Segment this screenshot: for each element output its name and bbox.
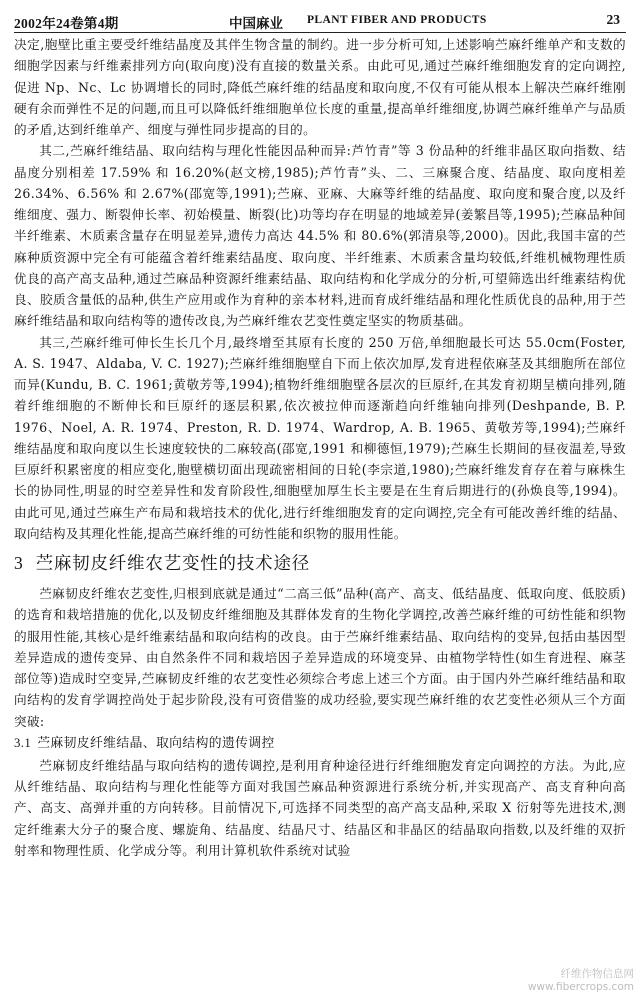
watermark xyxy=(528,968,634,994)
paragraph-third: 其三,苎麻纤维可伸长生长几个月,最终增至其原有长度的 250 万倍,单细胞最长可达 55.0cm(Foster, A. S. 1947、Aldaba, V. C. 1927);苎麻纤维细胞壁自下而上依次加厚,发育进程依麻茎及其细胞所在部位而异(Kundu, B. C. 1961;黄敬芳等,1994);植物纤维细胞壁各层次的巨原纤,在其发育初期呈横向排列,随着纤维细胞的不断伸长和巨原纤的逐层积累,依次被拉伸而逐渐趋向纤维轴向排列(Deshpande, B. P. 1976、Noel, A. R. 1974、Preston, R. D. 1974、Wardrop, A. B. 1965、黄敬芳等,1994);苎麻纤维结晶度和取向度以生长速度较快的二麻较高(邵宽,1991 和柳德恒,1979);苎麻生长期间的昼夜温差,导致巨原纤积累密度的相应变化,胞壁横切面出现疏密相间的日轮(李宗道,1980);苎麻纤维发育存在着与麻株生长的协同性,明显的时空差异性和发育阶段性,细胞壁加厚生长主要是在生育后期进行的(孙焕良等,1994)。由此可见,通过苎麻生产布局和栽培技术的优化,进行纤维细胞发育的定向调控,完全有可能改善纤维的结晶、取向结构及其理化性能,提高苎麻纤维的可纺性能和织物的服用性能。 xyxy=(14,334,626,541)
subsection-number: 3.1 xyxy=(14,735,32,750)
section-3-heading xyxy=(14,550,626,577)
volume-issue: 2002年24卷第4期 xyxy=(14,16,119,31)
section-title: 苎麻韧皮纤维农艺变性的技术途径 xyxy=(35,554,311,574)
watermark-line-2: www.fibercrops.com xyxy=(527,981,634,993)
paragraph-continued: 决定,胞壁比重主要受纤维结晶度及其伴生物含量的制约。进一步分析可知,上述影响苎麻纤维单产和支数的细胞学因素与纤维素排列方向(取向度)没有直接的数量关系。由此可见,通过苎麻纤维细胞发育的定向调控,促进 Np、Nc、Lc 协调增长的同时,降低苎麻纤维的结晶度和取向度,不仅有可能从根本上解决苎麻纤维刚硬有余而弹性不足的问题,而且可以降低纤维细胞单位长度的重量,提高单纤维细度,协调苎麻纤维单产与品质的矛盾,达到纤维单产、细度与弹性同步提高的目的。 xyxy=(14,37,626,137)
journal-name-en: PLANT FIBER AND PRODUCTS xyxy=(307,14,487,26)
section-3-paragraph: 苎麻韧皮纤维农艺变性,归根到底就是通过“二高三低”品种(高产、高支、低结晶度、低取向度、低胶质)的选育和栽培措施的优化,以及韧皮纤维细胞及其群体发育的生物化学调控,改善苎麻纤维的可纺性能和织物的服用性能,其核心是纤维素结晶和取向结构的改良。由于苎麻纤维素结晶、取向结构的变异,包括由基因型差异造成的遗传变异、由自然条件不同和栽培因子差异造成的环境变异、由植物学特性(如生育进程、麻茎部位等)造成时空变异,苎麻韧皮纤维的农艺变性必须综合考虑上述三个方面。由于国内外苎麻纤维结晶和取向结构的发育学调控尚处于起步阶段,没有可资借鉴的成功经验,要实现苎麻纤维的农艺变性必须从三个方面突破: xyxy=(14,586,626,729)
subsection-title: 苎麻韧皮纤维结晶、取向结构的遗传调控 xyxy=(37,735,275,751)
section-number: 3 xyxy=(14,553,24,573)
journal-name-cn: 中国麻业 xyxy=(229,16,283,31)
article-body xyxy=(14,34,626,996)
subsection-3-1-paragraph: 苎麻韧皮纤维结晶与取向结构的遗传调控,是利用育种途径进行纤维细胞发育定向调控的方法。为此,应从纤维结晶、取向结构与理化性能等方面对我国苎麻品种资源进行系统分析,并实现高产、高支育种向高产、高支、高弹并重的方向转移。目前情况下,可选择不同类型的高产高支品种,采取 X 衍射等先进技术,测定纤维素大分子的聚合度、螺旋角、结晶度、结晶尺寸、结晶区和非晶区的结晶取向指数,以及纤维的双折射率和物理性质、化学成分等。利用计算机软件系统对试验 xyxy=(14,757,626,858)
subsection-3-1-heading xyxy=(14,732,626,755)
page-number: 23 xyxy=(606,12,620,27)
paragraph-second: 其二,苎麻纤维结晶、取向结构与理化性能因品种而异:芦竹青”等 3 份品种的纤维非晶区取向指数、结晶度分别相差 17.59% 和 16.20%(赵文榜,1985);芦竹青”头、二、三麻聚合度、结晶度、取向度相差 26.34%、6.56% 和 2.67%(邵宽等,1991);苎麻、亚麻、大麻等纤维的结晶度、取向度和聚合度,以及纤维细度、强力、断裂伸长率、初始模量、断裂(比)功等均存在明显的地域差异(姜繁昌等,1995);苎麻品种间半纤维素、木质素含量存在明显差异,遗传力高达 44.5% 和 80.6%(郭清泉等,2000)。因此,我国丰富的苎麻种质资源中完全有可能蕴含着纤维素结晶度、取向度、半纤维素、木质素含量均较低,纤维机械物理性质优良的高产高支品种,通过苎麻品种资源纤维素结晶、取向结构和化学成分的分析,可望筛选出纤维素结构优良、胶质含量低的品种,供生产应用或作为育种的亲本材料,进而育成纤维结晶和理化性质优良的品种,用于苎麻纤维结晶和取向结构等的遗传改良,为苎麻纤维农艺变性奠定坚实的物质基础。 xyxy=(14,143,626,329)
page-header xyxy=(14,6,626,33)
watermark-line-1: 纤维作物信息网 xyxy=(560,968,634,980)
